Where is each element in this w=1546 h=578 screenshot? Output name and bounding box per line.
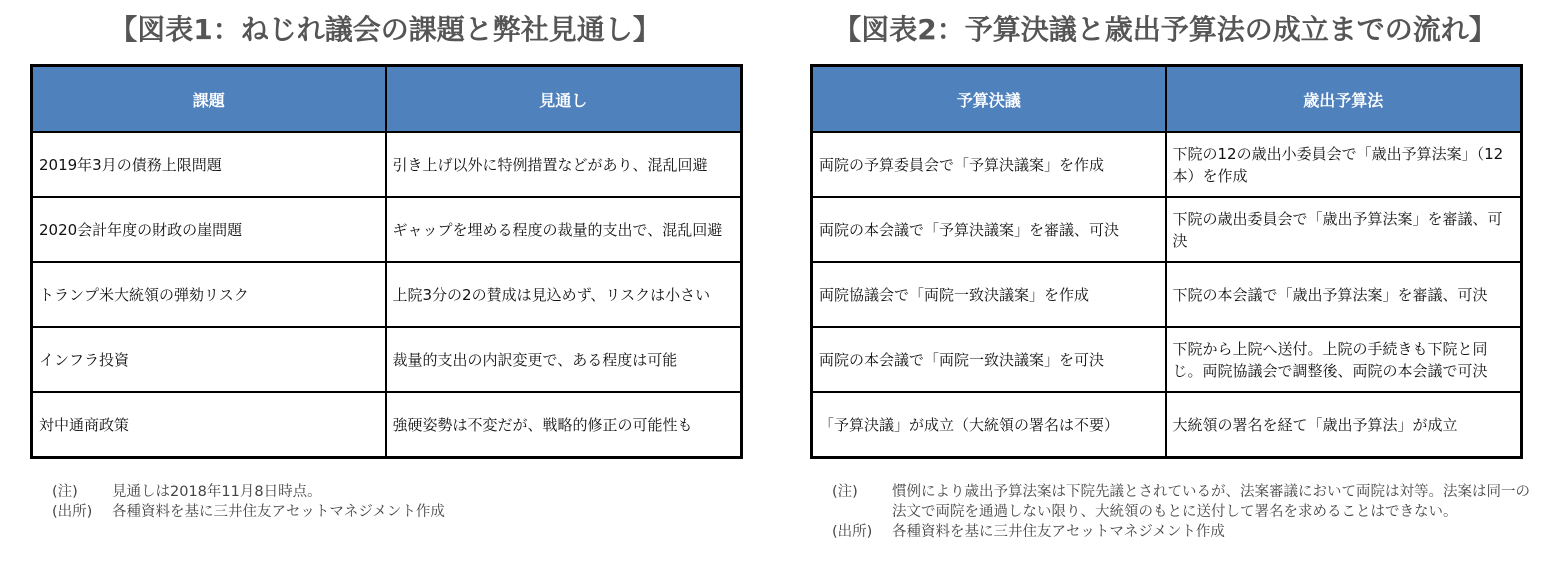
table-cell: 下院の歳出委員会で「歳出予算法案」を審議、可決 [1166,197,1522,262]
table-row [32,392,742,458]
table-row [812,392,1522,458]
figure1-notes [52,482,445,522]
source-text: 各種資料を基に三井住友アセットマネジメント作成 [112,504,445,520]
note-label: (注) [832,484,858,500]
figure1-title: 【図表1：ねじれ議会の課題と弊社見通し】 [109,13,661,46]
table-row [32,327,742,392]
table-cell: 両院の本会議で「予算決議案」を審議、可決 [812,197,1166,262]
note-line [52,482,445,502]
column-header-budget-resolution: 予算決議 [812,66,1166,133]
source-text: 各種資料を基に三井住友アセットマネジメント作成 [892,524,1225,540]
note-text: 見通しは2018年11月8日時点。 [112,484,322,500]
table-cell: 「予算決議」が成立（大統領の署名は不要） [812,392,1166,458]
figure1-table [30,64,743,459]
table-cell: 下院の本会議で「歳出予算法案」を審議、可決 [1166,262,1522,327]
table-row [812,197,1522,262]
table-row [812,327,1522,392]
source-line [832,522,1542,542]
table-cell: 裁量的支出の内訳変更で、ある程度は可能 [386,327,742,392]
table-header-row [32,66,742,133]
table-cell: 両院の本会議で「両院一致決議案」を可決 [812,327,1166,392]
table-row [812,262,1522,327]
table-cell: 両院の予算委員会で「予算決議案」を作成 [812,132,1166,197]
table-cell: 対中通商政策 [32,392,386,458]
table-cell: インフラ投資 [32,327,386,392]
table-cell: 2019年3月の債務上限問題 [32,132,386,197]
table-cell: 強硬姿勢は不変だが、戦略的修正の可能性も [386,392,742,458]
table-cell: 両院協議会で「両院一致決議案」を作成 [812,262,1166,327]
table-row [812,132,1522,197]
table-cell: 上院3分の2の賛成は見込めず、リスクは小さい [386,262,742,327]
table-header-row [812,66,1522,133]
table-cell: トランプ米大統領の弾劾リスク [32,262,386,327]
note-line [832,482,1542,522]
table-row [32,262,742,327]
source-label: (出所) [52,504,93,520]
table-cell: 下院の12の歳出小委員会で「歳出予算法案」（12本）を作成 [1166,132,1522,197]
column-header-outlook: 見通し [386,66,742,133]
source-label: (出所) [832,524,873,540]
note-text: 慣例により歳出予算法案は下院先議とされているが、法案審議において両院は対等。法案は同一の法文で両院を通過しない限り、大統領のもとに送付して署名を求めることはできない。 [892,484,1530,520]
figure2-table [810,64,1523,459]
figure2-notes [832,482,1542,542]
column-header-appropriations: 歳出予算法 [1166,66,1522,133]
source-line [52,502,445,522]
table-cell: 2020会計年度の財政の崖問題 [32,197,386,262]
figure2-title: 【図表2：予算決議と歳出予算法の成立までの流れ】 [833,13,1497,46]
table-cell: 引き上げ以外に特例措置などがあり、混乱回避 [386,132,742,197]
table-row [32,197,742,262]
column-header-issue: 課題 [32,66,386,133]
table-row [32,132,742,197]
table-cell: ギャップを埋める程度の裁量的支出で、混乱回避 [386,197,742,262]
table-cell: 下院から上院へ送付。上院の手続きも下院と同じ。両院協議会で調整後、両院の本会議で可決 [1166,327,1522,392]
table-cell: 大統領の署名を経て「歳出予算法」が成立 [1166,392,1522,458]
note-label: (注) [52,484,78,500]
